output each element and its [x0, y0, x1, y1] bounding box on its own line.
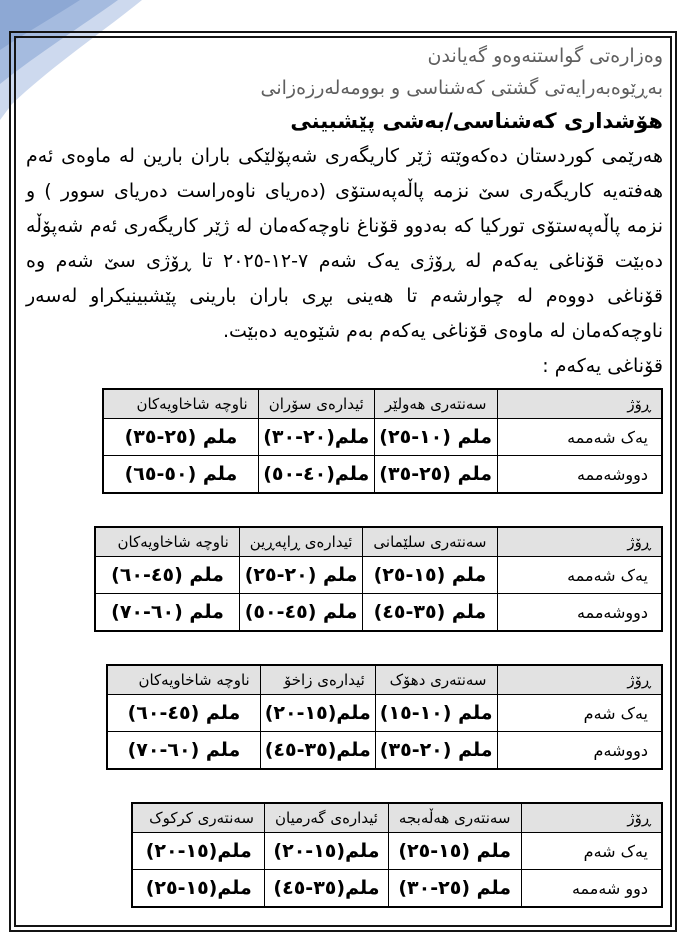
table-header-row [107, 665, 662, 695]
table-row [95, 557, 662, 594]
column-header-kirkuk-center: سەنتەری کرکوک [132, 803, 264, 833]
rainfall-value-cell: ملم (١٠-٢٥) [374, 419, 497, 456]
rainfall-value-cell: ملم(١٥-٢٥) [132, 870, 264, 908]
day-cell: یەک شەممە [497, 557, 662, 594]
column-header-day: ڕۆژ [497, 527, 662, 557]
column-header-day: ڕۆژ [497, 389, 662, 419]
day-cell: یەک شەم [521, 833, 662, 870]
rainfall-value-cell: ملم (٢٥-٣٥) [103, 419, 258, 456]
column-header-garmian-admin: ئیدارەی گەرمیان [264, 803, 388, 833]
rainfall-value-cell: ملم (٢٥-٣٥) [374, 456, 497, 494]
table-header-row [132, 803, 662, 833]
table-row [103, 456, 662, 494]
rainfall-value-cell: ملم(٣٥-٤٥) [264, 870, 388, 908]
rainfall-value-cell: ملم(١٥-٢٠) [132, 833, 264, 870]
table-row [95, 594, 662, 632]
table-row [132, 833, 662, 870]
rainfall-table-sulaymaniyah [94, 526, 663, 632]
column-header-mountain-areas: ناوچە شاخاویەکان [103, 389, 258, 419]
day-cell: دوو شەممە [521, 870, 662, 908]
rainfall-value-cell: ملم(١٥-٢٠) [264, 833, 388, 870]
column-header-duhok-center: سەنتەری دهۆک [375, 665, 497, 695]
column-header-day: ڕۆژ [497, 665, 662, 695]
day-cell: یەک شەم [497, 695, 662, 732]
rainfall-value-cell: ملم (٢٥-٣٠) [388, 870, 521, 908]
day-cell: دووشەممە [497, 456, 662, 494]
day-cell: یەک شەممە [497, 419, 662, 456]
rainfall-value-cell: ملم (٣٥-٤٥) [363, 594, 497, 632]
ministry-name: وەزارەتی گواستنەوەو گەیاندن [427, 45, 663, 67]
column-header-sulaymaniyah-center: سەنتەری سلێمانی [363, 527, 497, 557]
column-header-zakho-admin: ئیدارەی زاخۆ [260, 665, 375, 695]
column-header-mountain-areas: ناوچە شاخاویەکان [95, 527, 239, 557]
rainfall-value-cell: ملم (١٠-١٥) [375, 695, 497, 732]
rainfall-value-cell: ملم(٢٠-٣٠) [258, 419, 374, 456]
rainfall-value-cell: ملم (٦٠-٧٠) [95, 594, 239, 632]
rainfall-value-cell: ملم (٤٥-٦٠) [107, 695, 260, 732]
directorate-name: بەڕێوەبەرایەتی گشتی کەشناسی و بوومەلەرزەزانی [260, 77, 663, 99]
rainfall-value-cell: ملم (١٥-٢٥) [363, 557, 497, 594]
table-row [107, 732, 662, 770]
column-header-erbil-center: سەنتەری هەولێر [374, 389, 497, 419]
rainfall-value-cell: ملم (٤٥-٦٠) [95, 557, 239, 594]
table-header-row [95, 527, 662, 557]
forecast-paragraph: هەرێمی کوردستان دەکەوێتە ژێر کاریگەری شەپۆلێکی باران بارین لە ماوەی ئەم هەفتەیە کاریگەری سێ نزمە پاڵەپەستۆی (دەریای ناوەراست دەریای سوور ) و نزمە پاڵەپەستۆی تورکیا کە بەدوو قۆناغ ناوچەکەمان لە ژێر کاریگەری ئەم شەپۆڵە دەبێت قۆناغی یەکەم لە ڕۆژی یەک شەم ٧-١٢-٢٠٢٥ تا ڕۆژی سێ شەم وە قۆناغی دووەم لە چوارشەم تا هەینی بڕی باران بارینی پێشبینیکراو لەسەر ناوچەکەمان لە ماوەی قۆناغی یەکەم بەم شێوەیە دەبێت. [26, 145, 663, 342]
day-cell: دووشەممە [497, 594, 662, 632]
rainfall-value-cell: ملم(١٥-٢٠) [260, 695, 375, 732]
document-title: هۆشداری کەشناسی/بەشی پێشبینی [290, 109, 663, 133]
document-content [26, 40, 663, 908]
table-header-row [103, 389, 662, 419]
rainfall-value-cell: ملم (٢٠-٢٥) [239, 557, 363, 594]
table-row [132, 870, 662, 908]
column-header-raparin-admin: ئیدارەی ڕاپەڕین [239, 527, 363, 557]
rainfall-value-cell: ملم (١٥-٢٥) [388, 833, 521, 870]
phase-one-label: قۆناغی یەکەم : [542, 355, 663, 377]
rainfall-table-duhok [106, 664, 663, 770]
rainfall-value-cell: ملم(٣٥-٤٥) [260, 732, 375, 770]
rainfall-value-cell: ملم (٦٠-٧٠) [107, 732, 260, 770]
column-header-soran-admin: ئیدارەی سۆران [258, 389, 374, 419]
column-header-mountain-areas: ناوچە شاخاویەکان [107, 665, 260, 695]
rainfall-table-erbil [102, 388, 663, 494]
day-cell: دووشەم [497, 732, 662, 770]
rainfall-table-halabja-garmian-kirkuk [131, 802, 663, 908]
table-row [103, 419, 662, 456]
rainfall-value-cell: ملم (٢٠-٣٥) [375, 732, 497, 770]
rainfall-value-cell: ملم (٥٠-٦٥) [103, 456, 258, 494]
column-header-halabja-center: سەنتەری هەڵەبجە [388, 803, 521, 833]
column-header-day: ڕۆژ [521, 803, 662, 833]
rainfall-value-cell: ملم (٤٥-٥٠) [239, 594, 363, 632]
table-row [107, 695, 662, 732]
rainfall-value-cell: ملم(٤٠-٥٠) [258, 456, 374, 494]
